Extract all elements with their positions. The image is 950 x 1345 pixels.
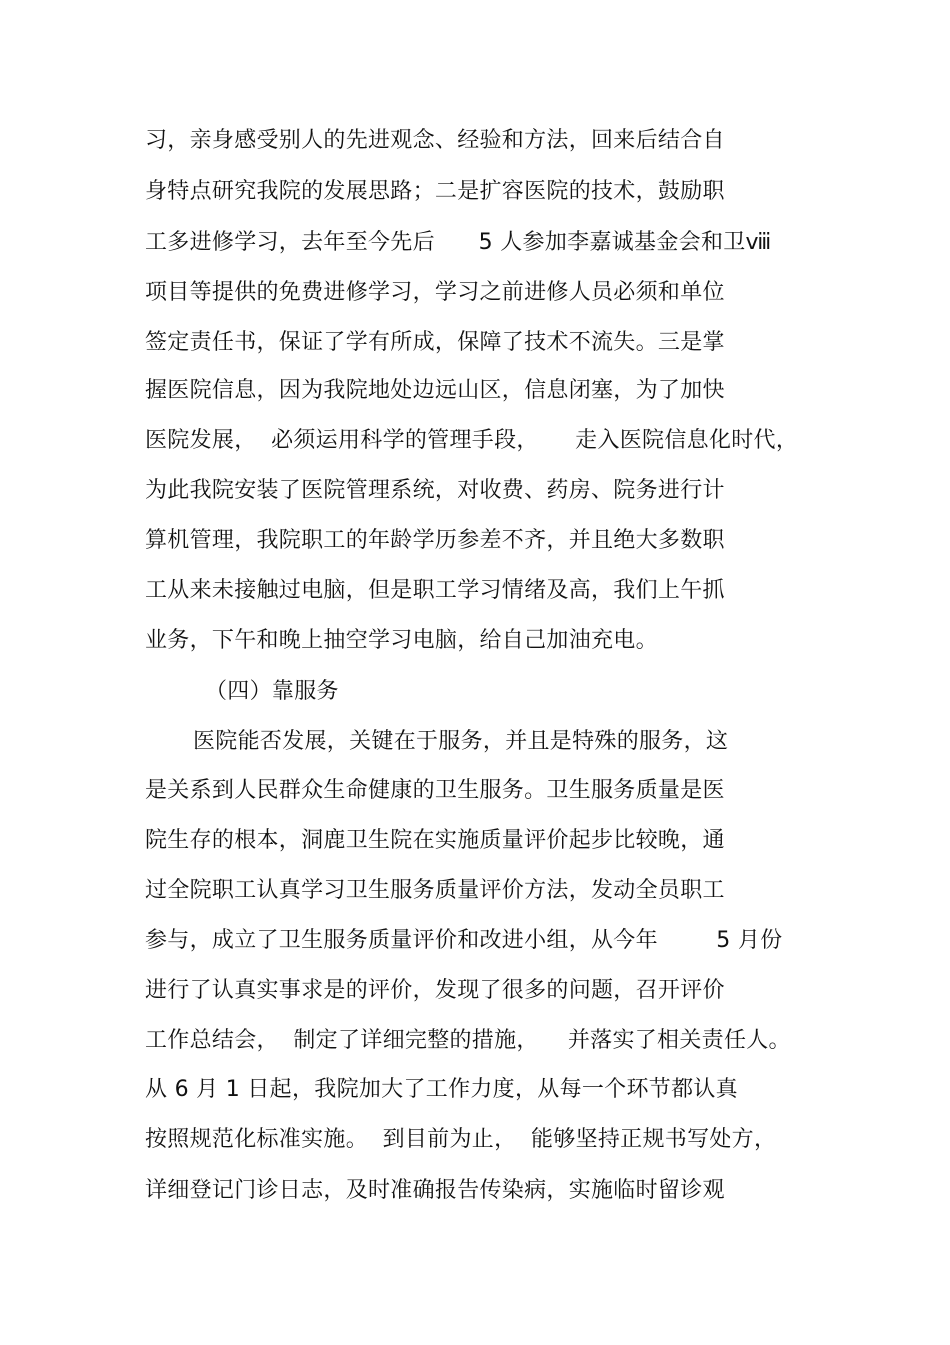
text-line: 工作总结会， 制定了详细完整的措施， 并落实了相关责任人。 xyxy=(145,1028,791,1053)
text-line: 医院发展， 必须运用科学的管理手段， 走入医院信息化时代， xyxy=(145,428,799,453)
text-line: 从 6 月 1 日起，我院加大了工作力度，从每一个环节都认真 xyxy=(145,1077,738,1102)
text-line: 详细登记门诊日志，及时准确报告传染病，实施临时留诊观 xyxy=(145,1178,725,1203)
text-line: 医院能否发展，关键在于服务，并且是特殊的服务，这 xyxy=(193,729,729,754)
text-line: 项目等提供的免费进修学习，学习之前进修人员必须和单位 xyxy=(145,280,725,305)
text-line: 为此我院安装了医院管理系统，对收费、药房、院务进行计 xyxy=(145,478,725,503)
section-heading: （四）靠服务 xyxy=(205,679,339,704)
text-line: 身特点研究我院的发展思路；二是扩容医院的技术，鼓励职 xyxy=(145,179,725,204)
text-line: 是关系到人民群众生命健康的卫生服务。卫生服务质量是医 xyxy=(145,778,725,803)
text-line: 参与，成立了卫生服务质量评价和改进小组，从今年 5 月份 xyxy=(145,928,783,953)
text-line: 工从来未接触过电脑，但是职工学习情绪及高，我们上午抓 xyxy=(145,578,725,603)
text-line: 过全院职工认真学习卫生服务质量评价方法，发动全员职工 xyxy=(145,878,725,903)
text-line: 算机管理，我院职工的年龄学历参差不齐，并且绝大多数职 xyxy=(145,528,725,553)
text-line: 签定责任书，保证了学有所成，保障了技术不流失。三是掌 xyxy=(145,330,725,355)
text-line: 按照规范化标准实施。 到目前为止， 能够坚持正规书写处方， xyxy=(145,1127,777,1152)
text-line: 进行了认真实事求是的评价，发现了很多的问题，召开评价 xyxy=(145,978,725,1003)
text-line: 工多进修学习，去年至今先后 5 人参加李嘉诚基金会和卫ⅷ xyxy=(145,230,772,255)
text-line: 院生存的根本，洞鹿卫生院在实施质量评价起步比较晚，通 xyxy=(145,828,725,853)
text-line: 习，亲身感受别人的先进观念、经验和方法，回来后结合自 xyxy=(145,128,725,153)
text-line: 握医院信息，因为我院地处边远山区，信息闭塞，为了加快 xyxy=(145,378,725,403)
text-line: 业务，下午和晚上抽空学习电脑，给自己加油充电。 xyxy=(145,628,658,653)
